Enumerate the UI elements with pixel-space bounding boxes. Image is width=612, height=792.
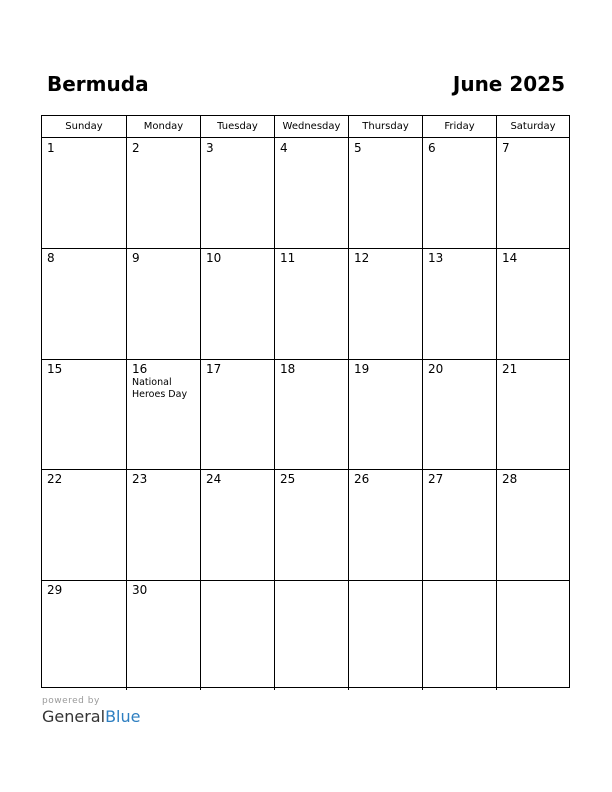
day-number: 8 [47, 251, 55, 266]
day-cell[interactable] [349, 138, 423, 248]
day-number: 19 [354, 361, 370, 376]
day-number: 25 [280, 472, 296, 487]
day-cell[interactable] [201, 469, 275, 579]
day-cell[interactable] [497, 469, 569, 579]
holiday-event: National Heroes Day [132, 376, 188, 400]
day-cell[interactable] [201, 359, 275, 469]
weekday-header-monday: Monday [127, 116, 201, 137]
day-cell[interactable] [42, 138, 127, 248]
day-cell[interactable] [127, 359, 201, 469]
day-number: 13 [428, 251, 444, 266]
day-cell[interactable] [42, 469, 127, 579]
generalblue-logo[interactable] [42, 707, 140, 727]
day-number: 10 [206, 251, 222, 266]
day-number: 29 [47, 582, 63, 597]
day-cell[interactable] [127, 248, 201, 358]
day-cell[interactable] [423, 580, 497, 690]
footer-branding [42, 696, 140, 727]
day-number: 22 [47, 472, 63, 487]
day-cell[interactable] [497, 138, 569, 248]
day-cell[interactable] [349, 469, 423, 579]
day-number: 9 [132, 251, 140, 266]
day-cell[interactable] [201, 248, 275, 358]
day-cell[interactable] [275, 580, 349, 690]
day-number: 5 [354, 141, 362, 155]
powered-by-label: powered by [42, 696, 100, 706]
day-number: 4 [280, 141, 288, 155]
day-number: 20 [428, 361, 444, 376]
day-cell[interactable] [497, 580, 569, 690]
day-number: 16 [132, 361, 148, 376]
day-number: 12 [354, 251, 370, 266]
day-cell[interactable] [42, 580, 127, 690]
day-number: 14 [502, 251, 518, 266]
weekday-header-row [42, 116, 569, 138]
day-cell[interactable] [423, 138, 497, 248]
day-cell[interactable] [275, 469, 349, 579]
day-number: 28 [502, 472, 518, 487]
day-cell[interactable] [349, 580, 423, 690]
day-cell[interactable] [349, 248, 423, 358]
weekday-header-sunday: Sunday [42, 116, 127, 137]
day-number: 2 [132, 141, 140, 155]
day-cell[interactable] [423, 359, 497, 469]
day-cell[interactable] [201, 580, 275, 690]
day-cell[interactable] [127, 138, 201, 248]
day-number: 15 [47, 361, 63, 376]
weekday-header-wednesday: Wednesday [275, 116, 349, 137]
day-cell[interactable] [275, 248, 349, 358]
day-number: 24 [206, 472, 222, 487]
day-cell[interactable] [275, 359, 349, 469]
day-number: 7 [502, 141, 510, 155]
day-number: 30 [132, 582, 148, 597]
brand-general-text: General [42, 707, 106, 726]
day-cell[interactable] [42, 359, 127, 469]
day-number: 6 [428, 141, 436, 155]
day-cell[interactable] [349, 359, 423, 469]
month-year-title: June 2025 [452, 72, 565, 96]
weekday-header-friday: Friday [423, 116, 497, 137]
day-cell[interactable] [201, 138, 275, 248]
weekday-header-saturday: Saturday [510, 121, 556, 132]
day-number: 17 [206, 361, 222, 376]
day-cell[interactable] [275, 138, 349, 248]
weekday-header-thursday: Thursday [349, 116, 423, 137]
day-number: 1 [47, 141, 55, 155]
weekday-header-tuesday: Tuesday [201, 116, 275, 137]
day-cell[interactable] [423, 248, 497, 358]
day-cell[interactable] [423, 469, 497, 579]
day-cell[interactable] [497, 248, 569, 358]
day-number: 3 [206, 141, 214, 155]
day-cell[interactable] [127, 469, 201, 579]
day-cell[interactable] [127, 580, 201, 690]
day-number: 21 [502, 361, 518, 376]
day-cell[interactable] [497, 359, 569, 469]
day-number: 18 [280, 361, 296, 376]
brand-blue-text: Blue [105, 707, 141, 726]
day-number: 11 [280, 251, 296, 266]
day-number: 23 [132, 472, 148, 487]
country-title: Bermuda [47, 72, 149, 96]
day-number: 26 [354, 472, 370, 487]
calendar-grid [41, 115, 570, 688]
day-cell[interactable] [42, 248, 127, 358]
day-number: 27 [428, 472, 444, 487]
